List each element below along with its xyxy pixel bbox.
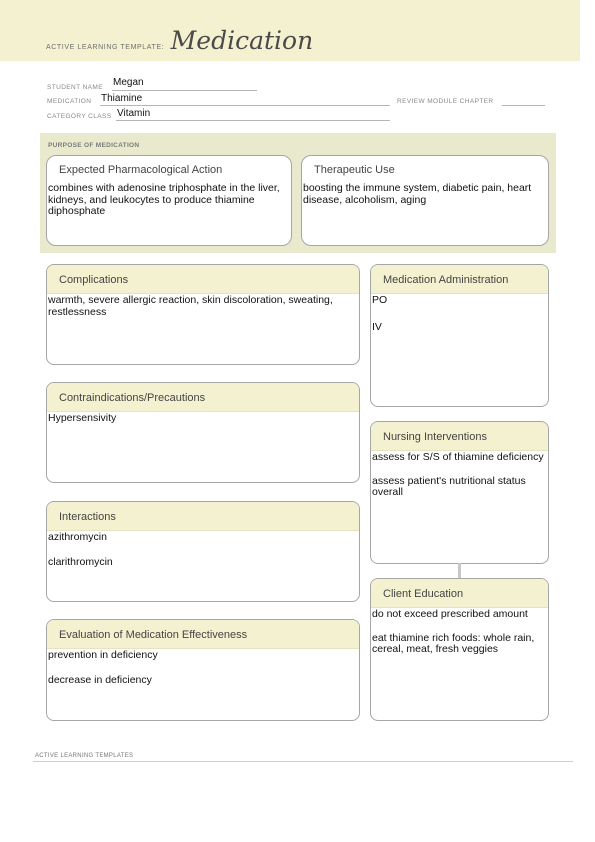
administration-title: Medication Administration <box>371 265 548 294</box>
expected-action-text: combines with adenosine triphosphate in the liver, kidneys, and leukocytes to produce thiamine diphosphate <box>48 182 280 218</box>
template-title <box>46 26 313 55</box>
therapeutic-use-text: boosting the immune system, diabetic pain, heart disease, alcoholism, aging <box>303 182 532 206</box>
connector-line <box>458 563 461 578</box>
review-module-label: REVIEW MODULE CHAPTER <box>397 98 494 105</box>
student-name-label: STUDENT NAME <box>47 84 103 91</box>
therapeutic-use-box[interactable] <box>301 155 549 246</box>
evaluation-item: decrease in deficiency <box>48 673 152 686</box>
nursing-interventions-box[interactable] <box>370 421 549 564</box>
evaluation-box[interactable] <box>46 619 360 721</box>
review-module-line <box>502 105 545 106</box>
client-education-title: Client Education <box>371 579 548 608</box>
category-class-line <box>116 120 390 121</box>
nursing-interventions-title: Nursing Interventions <box>371 422 548 451</box>
nursing-intervention-item: assess patient's nutritional status overall <box>372 474 526 499</box>
purpose-label: PURPOSE OF MEDICATION <box>48 142 140 149</box>
expected-action-box[interactable] <box>46 155 292 246</box>
template-title-main: Medication <box>170 26 314 55</box>
interaction-item: clarithromycin <box>48 555 113 568</box>
administration-item: IV <box>372 320 382 333</box>
complications-box[interactable] <box>46 264 360 365</box>
footer-text: ACTIVE LEARNING TEMPLATES <box>35 753 134 759</box>
administration-list <box>371 294 548 333</box>
category-class-value[interactable]: Vitamin <box>117 108 151 119</box>
student-name-value[interactable]: Megan <box>113 77 144 88</box>
expected-action-title: Expected Pharmacological Action <box>59 164 223 176</box>
complications-text: warmth, severe allergic reaction, skin discoloration, sweating, restlessness <box>48 294 333 318</box>
interaction-item: azithromycin <box>48 531 107 543</box>
template-title-prefix: ACTIVE LEARNING TEMPLATE: <box>46 44 165 51</box>
administration-item: PO <box>372 294 388 306</box>
medication-label: MEDICATION <box>47 98 92 105</box>
medication-line <box>100 105 390 106</box>
category-class-label: CATEGORY CLASS <box>47 113 112 120</box>
contraindications-text: Hypersensivity <box>48 412 117 424</box>
footer-rule <box>33 761 573 762</box>
evaluation-title: Evaluation of Medication Effectiveness <box>47 620 359 649</box>
evaluation-list <box>47 649 359 686</box>
therapeutic-use-title: Therapeutic Use <box>314 164 395 176</box>
client-education-item: eat thiamine rich foods: whole rain, cereal, meat, fresh veggies <box>372 631 535 656</box>
administration-box[interactable] <box>370 264 549 407</box>
client-education-list <box>371 608 548 656</box>
complications-title: Complications <box>47 265 359 294</box>
interactions-box[interactable] <box>46 501 360 602</box>
client-education-item: do not exceed prescribed amount <box>372 608 528 620</box>
interactions-list <box>47 531 359 568</box>
contraindications-box[interactable] <box>46 382 360 483</box>
client-education-box[interactable] <box>370 578 549 721</box>
medication-value[interactable]: Thiamine <box>101 93 143 104</box>
evaluation-item: prevention in deficiency <box>48 649 158 661</box>
contraindications-title: Contraindications/Precautions <box>47 383 359 412</box>
interactions-title: Interactions <box>47 502 359 531</box>
nursing-intervention-item: assess for S/S of thiamine deficiency <box>372 451 544 463</box>
nursing-interventions-list <box>371 451 548 499</box>
student-name-line <box>112 90 257 91</box>
